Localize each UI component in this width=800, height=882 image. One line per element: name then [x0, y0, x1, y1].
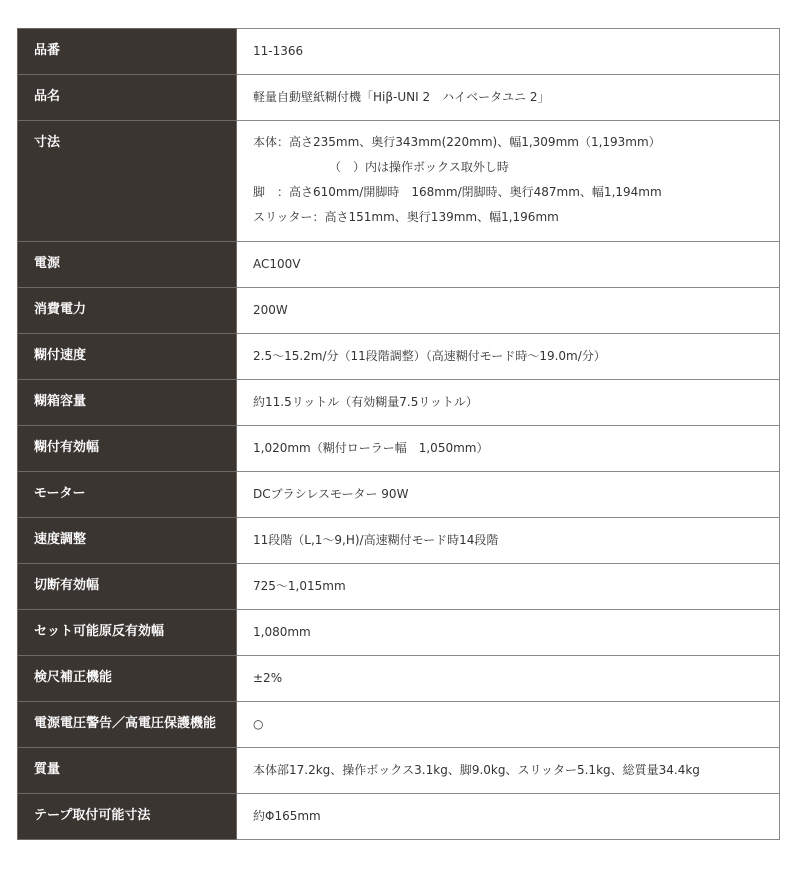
spec-row-roll-width: [18, 610, 780, 656]
spec-row-product-name: [18, 75, 780, 121]
spec-label-text: 速度調整: [34, 532, 87, 547]
spec-row-tape-size: [18, 794, 780, 840]
spec-value: [237, 75, 780, 121]
spec-value: [237, 656, 780, 702]
spec-label: [18, 656, 237, 702]
spec-value: [237, 426, 780, 472]
spec-label: [18, 380, 237, 426]
spec-label-text: 寸法: [34, 135, 61, 150]
spec-value-text: DCブラシレスモーター 90W: [253, 487, 409, 501]
spec-label-text: 糊付速度: [34, 348, 87, 363]
spec-value-text: 11段階（L,1〜9,H)/高速糊付モード時14段階: [253, 533, 499, 547]
spec-value-text: 1,080mm: [253, 625, 311, 639]
spec-row-paste-box-capacity: [18, 380, 780, 426]
spec-row-measure-correction: [18, 656, 780, 702]
spec-value-text: 本体部17.2kg、操作ボックス3.1kg、脚9.0kg、スリッター5.1kg、総質量34.4kg: [253, 763, 700, 777]
spec-value-text: 200W: [253, 303, 288, 317]
dimension-line-slitter: スリッター：高さ151mm、奥行139mm、幅1,196mm: [253, 210, 559, 224]
spec-label-text: 電源電圧警告／高電圧保護機能: [34, 716, 217, 731]
spec-value-text: 約11.5リットル（有効糊量7.5リットル）: [253, 395, 478, 409]
spec-row-speed-adjustment: [18, 518, 780, 564]
spec-label: [18, 702, 237, 748]
spec-label-text: モーター: [34, 486, 86, 501]
spec-label-text: 電源: [34, 256, 61, 271]
spec-table: [17, 28, 780, 840]
spec-label-text: 糊付有効幅: [34, 440, 100, 455]
spec-value-text: ±2%: [253, 671, 283, 685]
spec-label-text: 切断有効幅: [34, 578, 100, 593]
spec-label: [18, 75, 237, 121]
spec-label-text: セット可能原反有効幅: [34, 624, 165, 639]
spec-label-text: 検尺補正機能: [34, 670, 113, 685]
spec-value-text: 1,020mm（糊付ローラー幅 1,050mm）: [253, 441, 489, 455]
spec-value: [237, 564, 780, 610]
spec-row-dimensions: [18, 121, 780, 242]
spec-row-power-consumption: [18, 288, 780, 334]
spec-label: [18, 564, 237, 610]
spec-row-motor: [18, 472, 780, 518]
dimension-line-body: 本体：高さ235mm、奥行343mm(220mm)、幅1,309mm（1,193mm）: [253, 135, 661, 149]
spec-label: [18, 518, 237, 564]
spec-label-text: 品番: [34, 43, 61, 58]
spec-row-voltage-protection: [18, 702, 780, 748]
spec-value-text: ○: [253, 717, 264, 731]
spec-value: [237, 380, 780, 426]
spec-row-cut-width: [18, 564, 780, 610]
spec-label: [18, 121, 237, 242]
spec-value: [237, 794, 780, 840]
spec-value: [237, 748, 780, 794]
spec-label: [18, 748, 237, 794]
spec-label: [18, 29, 237, 75]
spec-value: [237, 518, 780, 564]
spec-value-text: 軽量自動壁紙糊付機「Hiβ-UNI 2 ハイベータユニ 2」: [253, 90, 550, 104]
dimension-line-legs: 脚 ：高さ610mm/開脚時 168mm/閉脚時、奥行487mm、幅1,194mm: [253, 185, 662, 199]
spec-value-text: 2.5〜15.2m/分（11段階調整）（高速糊付モード時〜19.0m/分）: [253, 349, 606, 363]
spec-value-text: AC100V: [253, 257, 301, 271]
spec-label-text: 消費電力: [34, 302, 87, 317]
spec-value-text: 725〜1,015mm: [253, 579, 346, 593]
spec-label: [18, 472, 237, 518]
spec-value-text: 約Φ165mm: [253, 809, 321, 823]
spec-value-text: 11-1366: [253, 44, 304, 58]
spec-label: [18, 794, 237, 840]
spec-value: [237, 472, 780, 518]
spec-label: [18, 334, 237, 380]
spec-value: [237, 702, 780, 748]
spec-label: [18, 426, 237, 472]
spec-label-text: 質量: [34, 762, 61, 777]
spec-value: [237, 29, 780, 75]
spec-value: [237, 242, 780, 288]
spec-label: [18, 610, 237, 656]
spec-row-paste-width: [18, 426, 780, 472]
spec-label: [18, 242, 237, 288]
spec-value: [237, 334, 780, 380]
spec-row-part-number: [18, 29, 780, 75]
spec-row-paste-speed: [18, 334, 780, 380]
spec-label-text: テープ取付可能寸法: [34, 808, 151, 823]
spec-value: [237, 610, 780, 656]
spec-label: [18, 288, 237, 334]
spec-row-power-source: [18, 242, 780, 288]
spec-value: [237, 288, 780, 334]
spec-label-text: 糊箱容量: [34, 394, 87, 409]
dimension-line-note: （ ）内は操作ボックス取外し時: [329, 160, 509, 174]
spec-value: [237, 121, 780, 242]
spec-label-text: 品名: [34, 89, 61, 104]
spec-row-mass: [18, 748, 780, 794]
